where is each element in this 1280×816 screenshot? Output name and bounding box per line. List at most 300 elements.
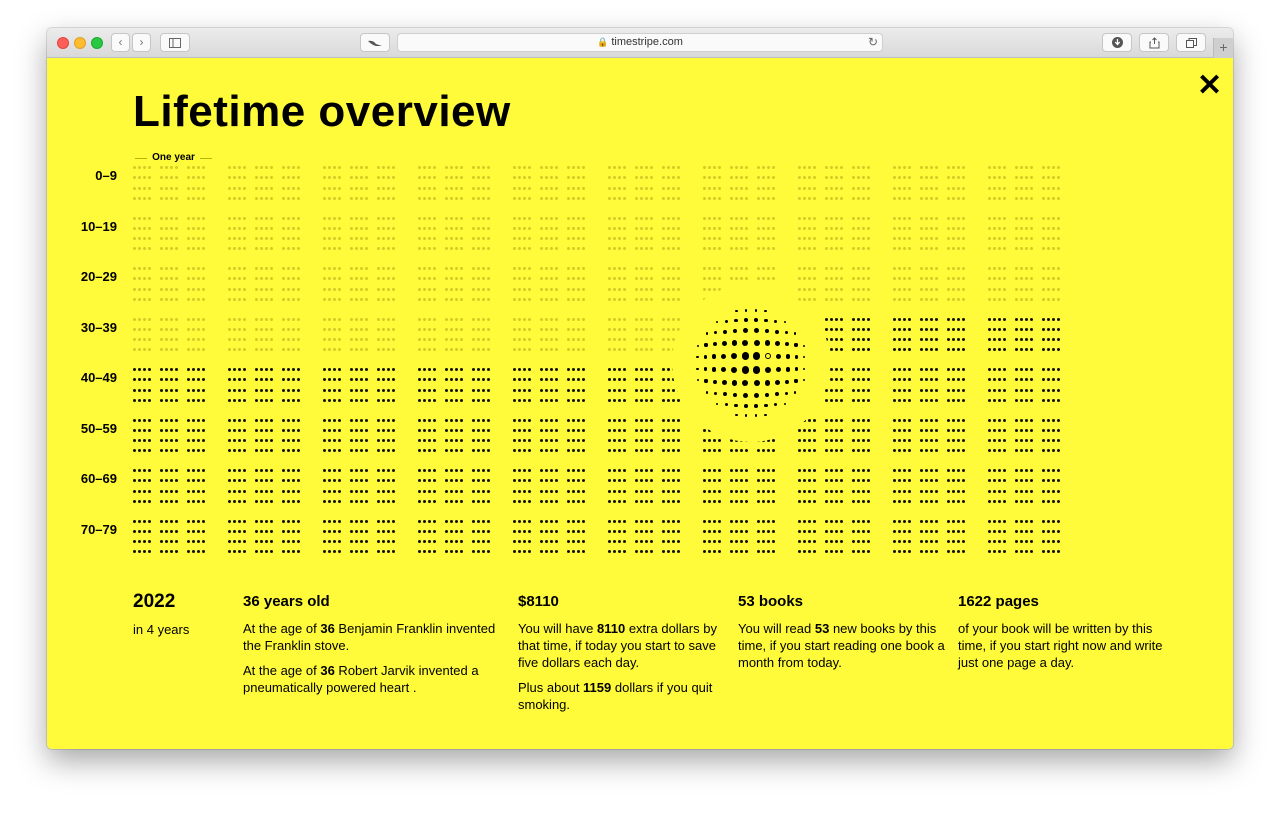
week-dot xyxy=(718,439,721,442)
week-dot xyxy=(270,490,273,493)
week-dot xyxy=(798,237,801,240)
week-dot xyxy=(133,237,136,240)
week-dot xyxy=(133,439,136,442)
extension-button[interactable] xyxy=(360,33,390,52)
week-dot xyxy=(645,348,648,351)
week-dot xyxy=(988,399,991,402)
week-dot xyxy=(545,348,548,351)
week-dot xyxy=(893,298,896,301)
week-dot xyxy=(233,479,236,482)
week-dot xyxy=(387,550,390,553)
week-dot xyxy=(550,247,553,250)
week-dot xyxy=(418,176,421,179)
week-dot xyxy=(192,490,195,493)
week-dot xyxy=(962,439,965,442)
week-dot xyxy=(835,176,838,179)
week-dot xyxy=(567,217,570,220)
week-dot xyxy=(1057,277,1060,280)
week-dot xyxy=(708,247,711,250)
week-dot xyxy=(175,479,178,482)
week-dot xyxy=(650,429,653,432)
week-dot xyxy=(798,166,801,169)
week-dot xyxy=(292,166,295,169)
week-dot xyxy=(428,176,431,179)
week-dot xyxy=(165,479,168,482)
week-dot xyxy=(540,176,543,179)
week-dot xyxy=(908,267,911,270)
week-dot xyxy=(803,550,806,553)
week-dot xyxy=(282,479,285,482)
week-dot xyxy=(265,247,268,250)
week-dot xyxy=(243,187,246,190)
magnified-dot xyxy=(735,414,737,416)
week-dot xyxy=(662,469,665,472)
week-dot xyxy=(487,439,490,442)
week-dot xyxy=(165,197,168,200)
week-dot xyxy=(988,166,991,169)
week-dot xyxy=(287,298,290,301)
week-dot xyxy=(718,237,721,240)
week-dot xyxy=(935,187,938,190)
week-dot xyxy=(930,166,933,169)
week-dot xyxy=(745,530,748,533)
week-dot xyxy=(260,237,263,240)
week-dot xyxy=(460,429,463,432)
week-dot xyxy=(187,378,190,381)
week-dot xyxy=(667,368,670,371)
week-dot xyxy=(623,288,626,291)
week-dot xyxy=(1047,550,1050,553)
week-dot xyxy=(857,288,860,291)
week-dot xyxy=(328,237,331,240)
week-dot xyxy=(528,176,531,179)
week-dot xyxy=(282,419,285,422)
week-dot xyxy=(925,318,928,321)
week-dot xyxy=(947,217,950,220)
magnified-dot xyxy=(704,379,707,382)
week-dot xyxy=(445,469,448,472)
week-dot xyxy=(243,247,246,250)
week-dot xyxy=(528,237,531,240)
week-dot xyxy=(360,227,363,230)
week-dot xyxy=(360,550,363,553)
week-dot xyxy=(472,237,475,240)
week-dot xyxy=(233,267,236,270)
week-dot xyxy=(328,550,331,553)
week-dot xyxy=(772,237,775,240)
week-dot xyxy=(1042,540,1045,543)
week-dot xyxy=(703,227,706,230)
week-dot xyxy=(772,550,775,553)
week-dot xyxy=(523,439,526,442)
week-dot xyxy=(228,520,231,523)
week-dot xyxy=(957,298,960,301)
week-dot xyxy=(338,247,341,250)
week-dot xyxy=(718,217,721,220)
week-dot xyxy=(487,399,490,402)
week-dot xyxy=(703,187,706,190)
week-dot xyxy=(1015,328,1018,331)
week-dot xyxy=(925,217,928,220)
week-dot xyxy=(952,368,955,371)
week-dot xyxy=(518,267,521,270)
week-dot xyxy=(202,197,205,200)
week-dot xyxy=(377,237,380,240)
week-dot xyxy=(1003,439,1006,442)
week-dot xyxy=(930,197,933,200)
new-tab-button[interactable]: + xyxy=(1213,38,1233,58)
week-dot xyxy=(582,348,585,351)
week-dot xyxy=(355,490,358,493)
week-dot xyxy=(360,469,363,472)
week-dot xyxy=(360,449,363,452)
week-dot xyxy=(265,479,268,482)
week-dot xyxy=(577,419,580,422)
week-dot xyxy=(813,277,816,280)
week-dot xyxy=(148,479,151,482)
magnified-dot xyxy=(785,380,789,384)
week-dot xyxy=(550,439,553,442)
week-dot xyxy=(175,176,178,179)
magnified-dot xyxy=(713,380,717,384)
week-dot xyxy=(243,338,246,341)
week-dot xyxy=(1057,490,1060,493)
week-dot xyxy=(745,479,748,482)
week-dot xyxy=(857,490,860,493)
week-dot xyxy=(798,449,801,452)
week-dot xyxy=(292,288,295,291)
week-dot xyxy=(238,227,241,230)
magnified-dot xyxy=(753,352,760,359)
week-dot xyxy=(418,479,421,482)
week-dot xyxy=(1025,217,1028,220)
magnified-dot xyxy=(776,367,781,372)
week-dot xyxy=(175,247,178,250)
week-dot xyxy=(540,469,543,472)
week-dot xyxy=(518,520,521,523)
week-dot xyxy=(930,389,933,392)
week-dot xyxy=(718,540,721,543)
week-dot xyxy=(703,520,706,523)
week-dot xyxy=(1025,540,1028,543)
week-dot xyxy=(545,378,548,381)
week-dot xyxy=(292,227,295,230)
week-dot xyxy=(187,520,190,523)
week-dot xyxy=(840,197,843,200)
week-dot xyxy=(803,500,806,503)
week-dot xyxy=(825,469,828,472)
zoom-window-button[interactable] xyxy=(91,37,103,49)
week-dot xyxy=(238,469,241,472)
back-button[interactable] xyxy=(111,33,130,52)
week-dot xyxy=(360,368,363,371)
week-dot xyxy=(993,439,996,442)
week-dot xyxy=(952,288,955,291)
week-dot xyxy=(1047,318,1050,321)
week-dot xyxy=(292,217,295,220)
week-dot xyxy=(952,338,955,341)
week-dot xyxy=(148,469,151,472)
week-dot xyxy=(623,166,626,169)
week-dot xyxy=(947,530,950,533)
week-dot xyxy=(813,490,816,493)
week-dot xyxy=(433,187,436,190)
sidebar-button[interactable] xyxy=(160,33,190,52)
week-dot xyxy=(433,378,436,381)
week-dot xyxy=(333,490,336,493)
week-dot xyxy=(487,429,490,432)
week-dot xyxy=(550,449,553,452)
week-dot xyxy=(187,237,190,240)
week-dot xyxy=(382,227,385,230)
week-dot xyxy=(767,500,770,503)
week-dot xyxy=(677,449,680,452)
week-dot xyxy=(740,267,743,270)
week-dot xyxy=(287,490,290,493)
week-dot xyxy=(148,187,151,190)
week-dot xyxy=(1003,550,1006,553)
week-dot xyxy=(825,247,828,250)
week-dot xyxy=(518,540,521,543)
week-dot xyxy=(920,530,923,533)
magnified-dot xyxy=(803,368,805,370)
week-dot xyxy=(613,439,616,442)
week-dot xyxy=(640,469,643,472)
week-dot xyxy=(513,399,516,402)
week-dot xyxy=(962,197,965,200)
week-dot xyxy=(962,247,965,250)
week-dot xyxy=(808,176,811,179)
week-dot xyxy=(482,469,485,472)
week-dot xyxy=(350,197,353,200)
week-dot xyxy=(160,449,163,452)
week-dot xyxy=(143,176,146,179)
week-dot xyxy=(740,197,743,200)
week-dot xyxy=(175,237,178,240)
week-dot xyxy=(450,479,453,482)
week-dot xyxy=(433,298,436,301)
week-dot xyxy=(582,550,585,553)
week-dot xyxy=(192,348,195,351)
week-dot xyxy=(138,530,141,533)
week-dot xyxy=(528,338,531,341)
week-dot xyxy=(635,419,638,422)
week-dot xyxy=(925,520,928,523)
decade-label: 30–39 xyxy=(80,319,117,335)
week-dot xyxy=(360,419,363,422)
week-dot xyxy=(202,187,205,190)
week-dot xyxy=(418,378,421,381)
week-dot xyxy=(730,176,733,179)
week-dot xyxy=(143,500,146,503)
week-dot xyxy=(867,338,870,341)
week-dot xyxy=(667,429,670,432)
week-dot xyxy=(187,439,190,442)
week-dot xyxy=(528,348,531,351)
week-dot xyxy=(703,429,706,432)
week-dot xyxy=(423,378,426,381)
week-dot xyxy=(772,247,775,250)
week-dot xyxy=(925,490,928,493)
week-dot xyxy=(835,479,838,482)
week-dot xyxy=(1020,237,1023,240)
forward-button[interactable] xyxy=(132,33,151,52)
week-dot xyxy=(898,449,901,452)
week-dot xyxy=(708,469,711,472)
week-dot xyxy=(133,298,136,301)
week-dot xyxy=(998,449,1001,452)
week-dot xyxy=(903,318,906,321)
week-dot xyxy=(238,348,241,351)
share-button[interactable] xyxy=(1139,33,1169,52)
week-dot xyxy=(350,469,353,472)
week-dot xyxy=(355,247,358,250)
week-dot xyxy=(998,277,1001,280)
week-dot xyxy=(947,247,950,250)
week-dot xyxy=(650,277,653,280)
week-dot xyxy=(418,500,421,503)
week-dot xyxy=(243,227,246,230)
week-dot xyxy=(333,166,336,169)
week-dot xyxy=(197,439,200,442)
week-dot xyxy=(138,490,141,493)
close-icon[interactable]: ✕ xyxy=(1197,69,1223,102)
week-dot xyxy=(197,318,200,321)
week-dot xyxy=(713,530,716,533)
week-dot xyxy=(138,500,141,503)
week-dot xyxy=(640,187,643,190)
week-dot xyxy=(908,378,911,381)
week-dot xyxy=(138,166,141,169)
week-dot xyxy=(187,267,190,270)
week-dot xyxy=(577,500,580,503)
reload-icon[interactable]: ↻ xyxy=(867,35,878,49)
week-dot xyxy=(187,176,190,179)
week-dot xyxy=(857,540,860,543)
week-dot xyxy=(360,288,363,291)
week-dot xyxy=(328,389,331,392)
week-dot xyxy=(550,187,553,190)
week-dot xyxy=(287,540,290,543)
week-dot xyxy=(893,227,896,230)
decade-label: 20–29 xyxy=(80,269,117,284)
week-dot xyxy=(993,237,996,240)
week-dot xyxy=(260,520,263,523)
week-dot xyxy=(138,429,141,432)
week-dot xyxy=(133,247,136,250)
week-dot xyxy=(1020,429,1023,432)
week-dot xyxy=(482,520,485,523)
week-dot xyxy=(1052,389,1055,392)
week-dot xyxy=(925,540,928,543)
week-dot xyxy=(1057,449,1060,452)
week-dot xyxy=(808,197,811,200)
week-dot xyxy=(170,368,173,371)
week-dot xyxy=(460,520,463,523)
address-bar[interactable] xyxy=(397,33,883,52)
week-dot xyxy=(292,247,295,250)
week-dot xyxy=(740,277,743,280)
week-dot xyxy=(387,277,390,280)
week-dot xyxy=(613,227,616,230)
week-dot xyxy=(513,217,516,220)
week-dot xyxy=(455,429,458,432)
week-dot xyxy=(518,197,521,200)
week-dot xyxy=(360,267,363,270)
week-dot xyxy=(925,277,928,280)
week-dot xyxy=(428,399,431,402)
week-dot xyxy=(608,490,611,493)
week-dot xyxy=(645,217,648,220)
week-dot xyxy=(555,247,558,250)
week-dot xyxy=(387,318,390,321)
week-dot xyxy=(813,247,816,250)
week-dot xyxy=(572,217,575,220)
downloads-button[interactable] xyxy=(1102,33,1132,52)
week-dot xyxy=(382,389,385,392)
week-dot xyxy=(1057,540,1060,543)
week-dot xyxy=(170,389,173,392)
week-dot xyxy=(577,166,580,169)
week-dot xyxy=(567,176,570,179)
decade-label: 10–19 xyxy=(80,218,117,234)
week-dot xyxy=(908,469,911,472)
week-dot xyxy=(160,490,163,493)
week-dot xyxy=(730,277,733,280)
week-dot xyxy=(582,187,585,190)
minimize-window-button[interactable] xyxy=(74,37,86,49)
week-dot xyxy=(433,247,436,250)
week-dot xyxy=(487,389,490,392)
week-dot xyxy=(672,176,675,179)
week-dot xyxy=(930,479,933,482)
week-dot xyxy=(1025,500,1028,503)
week-dot xyxy=(460,318,463,321)
week-dot xyxy=(1003,247,1006,250)
week-dot xyxy=(165,187,168,190)
week-dot xyxy=(472,469,475,472)
week-dot xyxy=(735,469,738,472)
week-dot xyxy=(640,389,643,392)
week-dot xyxy=(197,389,200,392)
close-window-button[interactable] xyxy=(57,37,69,49)
week-dot xyxy=(1015,288,1018,291)
week-dot xyxy=(528,419,531,422)
week-dot xyxy=(813,439,816,442)
tabs-overview-button[interactable] xyxy=(1176,33,1206,52)
week-dot xyxy=(930,237,933,240)
week-dot xyxy=(287,166,290,169)
week-dot xyxy=(998,520,1001,523)
week-dot xyxy=(1020,227,1023,230)
week-dot xyxy=(1020,298,1023,301)
week-dot xyxy=(287,328,290,331)
week-dot xyxy=(355,338,358,341)
week-dot xyxy=(545,550,548,553)
week-dot xyxy=(187,227,190,230)
stat-age-fact-2: At the age of 36 Robert Jarvik invented a pneumatically powered heart . xyxy=(243,663,479,695)
week-dot xyxy=(867,479,870,482)
week-dot xyxy=(662,197,665,200)
week-dot xyxy=(1025,520,1028,523)
week-dot xyxy=(993,540,996,543)
week-dot xyxy=(170,328,173,331)
week-dot xyxy=(355,399,358,402)
week-dot xyxy=(757,277,760,280)
week-dot xyxy=(703,540,706,543)
week-dot xyxy=(1047,368,1050,371)
week-dot xyxy=(903,338,906,341)
